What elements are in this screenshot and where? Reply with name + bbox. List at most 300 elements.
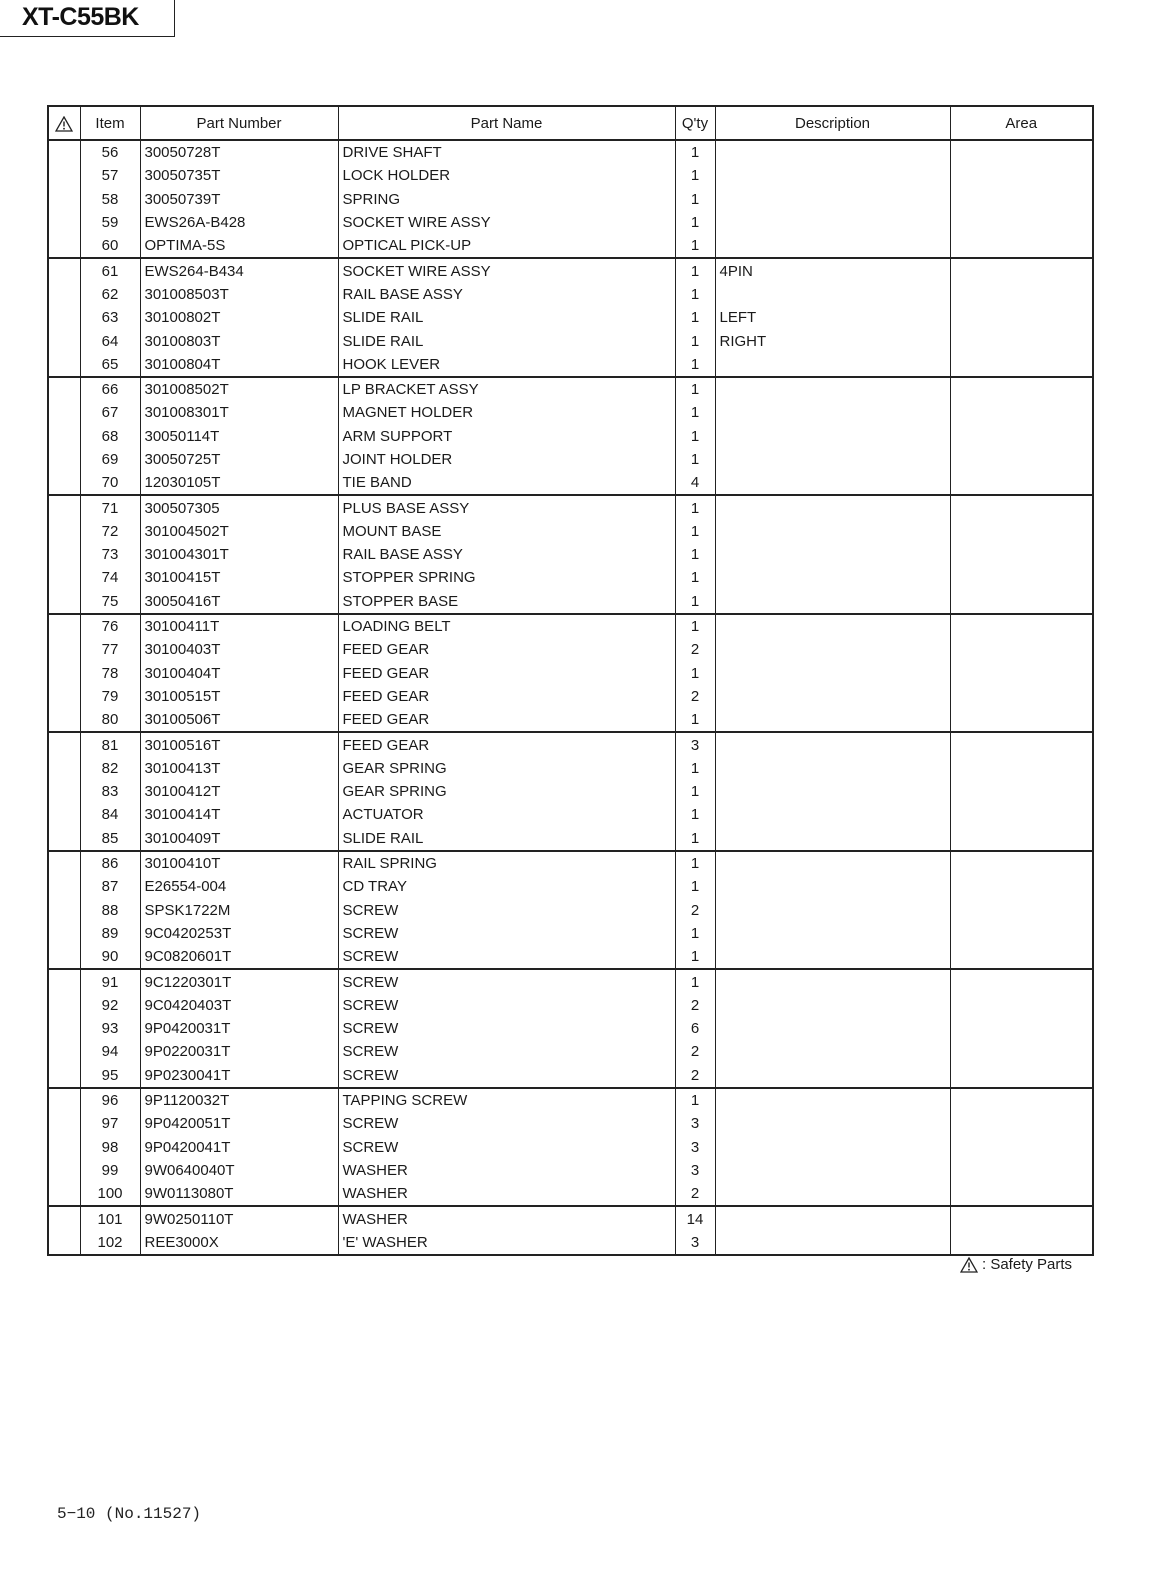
safety-cell [48, 851, 80, 875]
part-name-cell: SLIDE RAIL [338, 306, 675, 329]
item-cell: 75 [80, 590, 140, 614]
area-cell [950, 353, 1093, 377]
table-row [48, 471, 1093, 495]
part-number-cell: 30100404T [140, 662, 338, 685]
area-cell [950, 1040, 1093, 1063]
part-name-cell: WASHER [338, 1159, 675, 1182]
safety-cell [48, 1135, 80, 1158]
safety-cell [48, 566, 80, 589]
part-number-cell: 9C0420403T [140, 994, 338, 1017]
qty-cell: 2 [675, 1182, 715, 1206]
item-cell: 92 [80, 994, 140, 1017]
part-number-cell: 30100409T [140, 827, 338, 851]
item-cell: 72 [80, 520, 140, 543]
warning-triangle-icon [55, 116, 73, 132]
part-name-cell: FEED GEAR [338, 638, 675, 661]
item-cell: 67 [80, 401, 140, 424]
description-cell [715, 827, 950, 851]
item-cell: 63 [80, 306, 140, 329]
qty-cell: 1 [675, 353, 715, 377]
part-name-cell: PLUS BASE ASSY [338, 495, 675, 519]
safety-cell [48, 1159, 80, 1182]
part-name-cell: RAIL BASE ASSY [338, 283, 675, 306]
part-name-cell: SCREW [338, 899, 675, 922]
description-cell [715, 1088, 950, 1112]
area-cell [950, 448, 1093, 471]
part-number-cell: 301008503T [140, 283, 338, 306]
safety-cell [48, 1088, 80, 1112]
part-name-cell: FEED GEAR [338, 662, 675, 685]
part-number-cell: EWS26A-B428 [140, 211, 338, 234]
part-name-cell: SCREW [338, 922, 675, 945]
part-name-cell: STOPPER SPRING [338, 566, 675, 589]
table-row [48, 757, 1093, 780]
item-cell: 101 [80, 1206, 140, 1230]
part-name-cell: SLIDE RAIL [338, 329, 675, 352]
qty-cell: 1 [675, 495, 715, 519]
description-cell [715, 875, 950, 898]
part-number-cell: 301004301T [140, 543, 338, 566]
description-cell [715, 1231, 950, 1255]
part-number-cell: SPSK1722M [140, 899, 338, 922]
part-number-cell: 9P0420041T [140, 1135, 338, 1158]
area-cell [950, 780, 1093, 803]
table-row [48, 827, 1093, 851]
description-cell [715, 1064, 950, 1088]
item-cell: 77 [80, 638, 140, 661]
table-row [48, 188, 1093, 211]
safety-cell [48, 1112, 80, 1135]
header-item: Item [80, 106, 140, 140]
table-row [48, 1112, 1093, 1135]
parts-table-body [48, 140, 1093, 1255]
area-cell [950, 164, 1093, 187]
qty-cell: 1 [675, 329, 715, 352]
part-name-cell: LOCK HOLDER [338, 164, 675, 187]
item-cell: 85 [80, 827, 140, 851]
part-name-cell: GEAR SPRING [338, 780, 675, 803]
item-cell: 82 [80, 757, 140, 780]
safety-cell [48, 685, 80, 708]
table-header-row [48, 106, 1093, 140]
part-number-cell: 30050739T [140, 188, 338, 211]
table-row [48, 922, 1093, 945]
safety-cell [48, 708, 80, 732]
area-cell [950, 945, 1093, 969]
qty-cell: 1 [675, 875, 715, 898]
qty-cell: 1 [675, 543, 715, 566]
safety-cell [48, 922, 80, 945]
description-cell: 4PIN [715, 258, 950, 282]
description-cell [715, 1206, 950, 1230]
qty-cell: 3 [675, 1112, 715, 1135]
description-cell [715, 234, 950, 258]
part-number-cell: OPTIMA-5S [140, 234, 338, 258]
part-name-cell: SOCKET WIRE ASSY [338, 258, 675, 282]
safety-cell [48, 732, 80, 756]
table-row [48, 590, 1093, 614]
part-number-cell: 9C0820601T [140, 945, 338, 969]
area-cell [950, 1182, 1093, 1206]
safety-parts-legend [960, 1256, 1072, 1273]
safety-cell [48, 234, 80, 258]
table-row [48, 685, 1093, 708]
area-cell [950, 495, 1093, 519]
qty-cell: 1 [675, 1088, 715, 1112]
part-name-cell: ARM SUPPORT [338, 425, 675, 448]
table-row [48, 875, 1093, 898]
safety-cell [48, 211, 80, 234]
table-row [48, 520, 1093, 543]
part-number-cell: 30050114T [140, 425, 338, 448]
part-name-cell: CD TRAY [338, 875, 675, 898]
header-area: Area [950, 106, 1093, 140]
description-cell [715, 401, 950, 424]
table-row [48, 234, 1093, 258]
qty-cell: 3 [675, 1159, 715, 1182]
table-row [48, 164, 1093, 187]
description-cell [715, 283, 950, 306]
item-cell: 57 [80, 164, 140, 187]
part-number-cell: 9W0250110T [140, 1206, 338, 1230]
qty-cell: 2 [675, 1040, 715, 1063]
part-number-cell: EWS264-B434 [140, 258, 338, 282]
item-cell: 89 [80, 922, 140, 945]
area-cell [950, 425, 1093, 448]
table-row [48, 780, 1093, 803]
table-row [48, 283, 1093, 306]
safety-cell [48, 662, 80, 685]
description-cell: LEFT [715, 306, 950, 329]
part-name-cell: SCREW [338, 994, 675, 1017]
part-name-cell: 'E' WASHER [338, 1231, 675, 1255]
area-cell [950, 140, 1093, 164]
safety-cell [48, 283, 80, 306]
description-cell [715, 994, 950, 1017]
part-number-cell: 301004502T [140, 520, 338, 543]
safety-cell [48, 448, 80, 471]
qty-cell: 1 [675, 851, 715, 875]
safety-cell [48, 899, 80, 922]
description-cell [715, 1159, 950, 1182]
item-cell: 58 [80, 188, 140, 211]
item-cell: 98 [80, 1135, 140, 1158]
part-number-cell: 30100515T [140, 685, 338, 708]
area-cell [950, 685, 1093, 708]
item-cell: 100 [80, 1182, 140, 1206]
safety-cell [48, 1182, 80, 1206]
qty-cell: 1 [675, 922, 715, 945]
part-name-cell: SPRING [338, 188, 675, 211]
part-name-cell: TAPPING SCREW [338, 1088, 675, 1112]
qty-cell: 1 [675, 566, 715, 589]
qty-cell: 1 [675, 258, 715, 282]
part-number-cell: 30100802T [140, 306, 338, 329]
safety-cell [48, 306, 80, 329]
part-number-cell: 30100413T [140, 757, 338, 780]
item-cell: 70 [80, 471, 140, 495]
item-cell: 80 [80, 708, 140, 732]
part-name-cell: JOINT HOLDER [338, 448, 675, 471]
safety-cell [48, 258, 80, 282]
description-cell [715, 1112, 950, 1135]
description-cell [715, 1182, 950, 1206]
area-cell [950, 1206, 1093, 1230]
table-row [48, 306, 1093, 329]
description-cell [715, 708, 950, 732]
part-name-cell: MAGNET HOLDER [338, 401, 675, 424]
qty-cell: 3 [675, 1135, 715, 1158]
safety-cell [48, 329, 80, 352]
description-cell [715, 1040, 950, 1063]
item-cell: 76 [80, 614, 140, 638]
safety-cell [48, 827, 80, 851]
item-cell: 86 [80, 851, 140, 875]
table-row [48, 1017, 1093, 1040]
area-cell [950, 662, 1093, 685]
area-cell [950, 851, 1093, 875]
qty-cell: 1 [675, 211, 715, 234]
part-number-cell: 30100415T [140, 566, 338, 589]
qty-cell: 6 [675, 1017, 715, 1040]
part-number-cell: E26554-004 [140, 875, 338, 898]
header-description: Description [715, 106, 950, 140]
item-cell: 64 [80, 329, 140, 352]
qty-cell: 1 [675, 520, 715, 543]
qty-cell: 1 [675, 234, 715, 258]
description-cell [715, 1017, 950, 1040]
part-number-cell: 9W0640040T [140, 1159, 338, 1182]
legend-text: : Safety Parts [982, 1256, 1073, 1273]
description-cell [715, 543, 950, 566]
description-cell [715, 1135, 950, 1158]
item-cell: 71 [80, 495, 140, 519]
warning-triangle-icon [960, 1257, 978, 1273]
table-row [48, 1206, 1093, 1230]
safety-cell [48, 757, 80, 780]
description-cell [715, 140, 950, 164]
table-row [48, 495, 1093, 519]
description-cell [715, 614, 950, 638]
part-name-cell: FEED GEAR [338, 708, 675, 732]
item-cell: 93 [80, 1017, 140, 1040]
qty-cell: 1 [675, 708, 715, 732]
description-cell [715, 757, 950, 780]
safety-cell [48, 1231, 80, 1255]
part-name-cell: SCREW [338, 1064, 675, 1088]
part-name-cell: RAIL SPRING [338, 851, 675, 875]
safety-cell [48, 590, 80, 614]
item-cell: 99 [80, 1159, 140, 1182]
table-row [48, 851, 1093, 875]
area-cell [950, 234, 1093, 258]
item-cell: 81 [80, 732, 140, 756]
part-number-cell: 9P1120032T [140, 1088, 338, 1112]
area-cell [950, 1112, 1093, 1135]
part-number-cell: 9P0420031T [140, 1017, 338, 1040]
part-number-cell: 30050728T [140, 140, 338, 164]
qty-cell: 1 [675, 590, 715, 614]
part-number-cell: 30100804T [140, 353, 338, 377]
qty-cell: 1 [675, 614, 715, 638]
safety-cell [48, 994, 80, 1017]
safety-cell [48, 1064, 80, 1088]
table-row [48, 1159, 1093, 1182]
model-title-box [0, 0, 175, 37]
area-cell [950, 306, 1093, 329]
part-number-cell: 12030105T [140, 471, 338, 495]
part-name-cell: RAIL BASE ASSY [338, 543, 675, 566]
table-row [48, 1182, 1093, 1206]
area-cell [950, 188, 1093, 211]
qty-cell: 1 [675, 780, 715, 803]
part-name-cell: STOPPER BASE [338, 590, 675, 614]
safety-cell [48, 1017, 80, 1040]
area-cell [950, 638, 1093, 661]
table-row [48, 353, 1093, 377]
safety-cell [48, 875, 80, 898]
part-number-cell: 30050735T [140, 164, 338, 187]
area-cell [950, 1159, 1093, 1182]
part-number-cell: 9C0420253T [140, 922, 338, 945]
table-row [48, 1231, 1093, 1255]
safety-cell [48, 140, 80, 164]
item-cell: 62 [80, 283, 140, 306]
page-footer: 5−10 (No.11527) [57, 1505, 202, 1523]
area-cell [950, 566, 1093, 589]
qty-cell: 1 [675, 188, 715, 211]
part-name-cell: WASHER [338, 1206, 675, 1230]
description-cell [715, 377, 950, 401]
description-cell [715, 638, 950, 661]
safety-cell [48, 1206, 80, 1230]
area-cell [950, 994, 1093, 1017]
header-part-name: Part Name [338, 106, 675, 140]
table-row [48, 329, 1093, 352]
item-cell: 94 [80, 1040, 140, 1063]
item-cell: 65 [80, 353, 140, 377]
area-cell [950, 708, 1093, 732]
table-row [48, 140, 1093, 164]
qty-cell: 3 [675, 732, 715, 756]
part-name-cell: SCREW [338, 1112, 675, 1135]
item-cell: 90 [80, 945, 140, 969]
part-number-cell: 9P0420051T [140, 1112, 338, 1135]
part-name-cell: GEAR SPRING [338, 757, 675, 780]
description-cell [715, 685, 950, 708]
item-cell: 83 [80, 780, 140, 803]
part-name-cell: SCREW [338, 1135, 675, 1158]
table-row [48, 425, 1093, 448]
description-cell [715, 448, 950, 471]
description-cell [715, 211, 950, 234]
qty-cell: 1 [675, 306, 715, 329]
table-row [48, 803, 1093, 826]
qty-cell: 2 [675, 994, 715, 1017]
description-cell [715, 188, 950, 211]
safety-cell [48, 638, 80, 661]
safety-cell [48, 969, 80, 993]
table-row [48, 899, 1093, 922]
part-number-cell: 9P0230041T [140, 1064, 338, 1088]
item-cell: 97 [80, 1112, 140, 1135]
part-number-cell: 30100506T [140, 708, 338, 732]
part-name-cell: SOCKET WIRE ASSY [338, 211, 675, 234]
table-row [48, 969, 1093, 993]
table-row [48, 543, 1093, 566]
description-cell [715, 922, 950, 945]
area-cell [950, 590, 1093, 614]
part-number-cell: 301008502T [140, 377, 338, 401]
description-cell [715, 899, 950, 922]
safety-cell [48, 377, 80, 401]
description-cell [715, 945, 950, 969]
description-cell [715, 803, 950, 826]
part-number-cell: 9C1220301T [140, 969, 338, 993]
area-cell [950, 283, 1093, 306]
table-row [48, 945, 1093, 969]
qty-cell: 1 [675, 803, 715, 826]
safety-cell [48, 520, 80, 543]
description-cell [715, 520, 950, 543]
table-row [48, 732, 1093, 756]
description-cell [715, 353, 950, 377]
table-row [48, 1064, 1093, 1088]
table-row [48, 662, 1093, 685]
qty-cell: 1 [675, 164, 715, 187]
safety-cell [48, 945, 80, 969]
table-row [48, 258, 1093, 282]
qty-cell: 1 [675, 757, 715, 780]
part-name-cell: MOUNT BASE [338, 520, 675, 543]
table-row [48, 638, 1093, 661]
area-cell [950, 875, 1093, 898]
item-cell: 79 [80, 685, 140, 708]
area-cell [950, 1135, 1093, 1158]
safety-cell [48, 471, 80, 495]
qty-cell: 1 [675, 945, 715, 969]
part-name-cell: LP BRACKET ASSY [338, 377, 675, 401]
area-cell [950, 211, 1093, 234]
table-row [48, 377, 1093, 401]
item-cell: 102 [80, 1231, 140, 1255]
area-cell [950, 377, 1093, 401]
part-number-cell: REE3000X [140, 1231, 338, 1255]
qty-cell: 2 [675, 638, 715, 661]
description-cell [715, 471, 950, 495]
area-cell [950, 543, 1093, 566]
description-cell [715, 425, 950, 448]
area-cell [950, 401, 1093, 424]
part-name-cell: HOOK LEVER [338, 353, 675, 377]
description-cell [715, 732, 950, 756]
qty-cell: 1 [675, 662, 715, 685]
part-number-cell: 30100403T [140, 638, 338, 661]
part-name-cell: SCREW [338, 1017, 675, 1040]
item-cell: 69 [80, 448, 140, 471]
part-number-cell: 30100414T [140, 803, 338, 826]
qty-cell: 2 [675, 1064, 715, 1088]
area-cell [950, 258, 1093, 282]
area-cell [950, 1064, 1093, 1088]
item-cell: 74 [80, 566, 140, 589]
qty-cell: 1 [675, 448, 715, 471]
safety-cell [48, 614, 80, 638]
part-number-cell: 30100410T [140, 851, 338, 875]
item-cell: 56 [80, 140, 140, 164]
part-number-cell: 300507305 [140, 495, 338, 519]
part-number-cell: 301008301T [140, 401, 338, 424]
